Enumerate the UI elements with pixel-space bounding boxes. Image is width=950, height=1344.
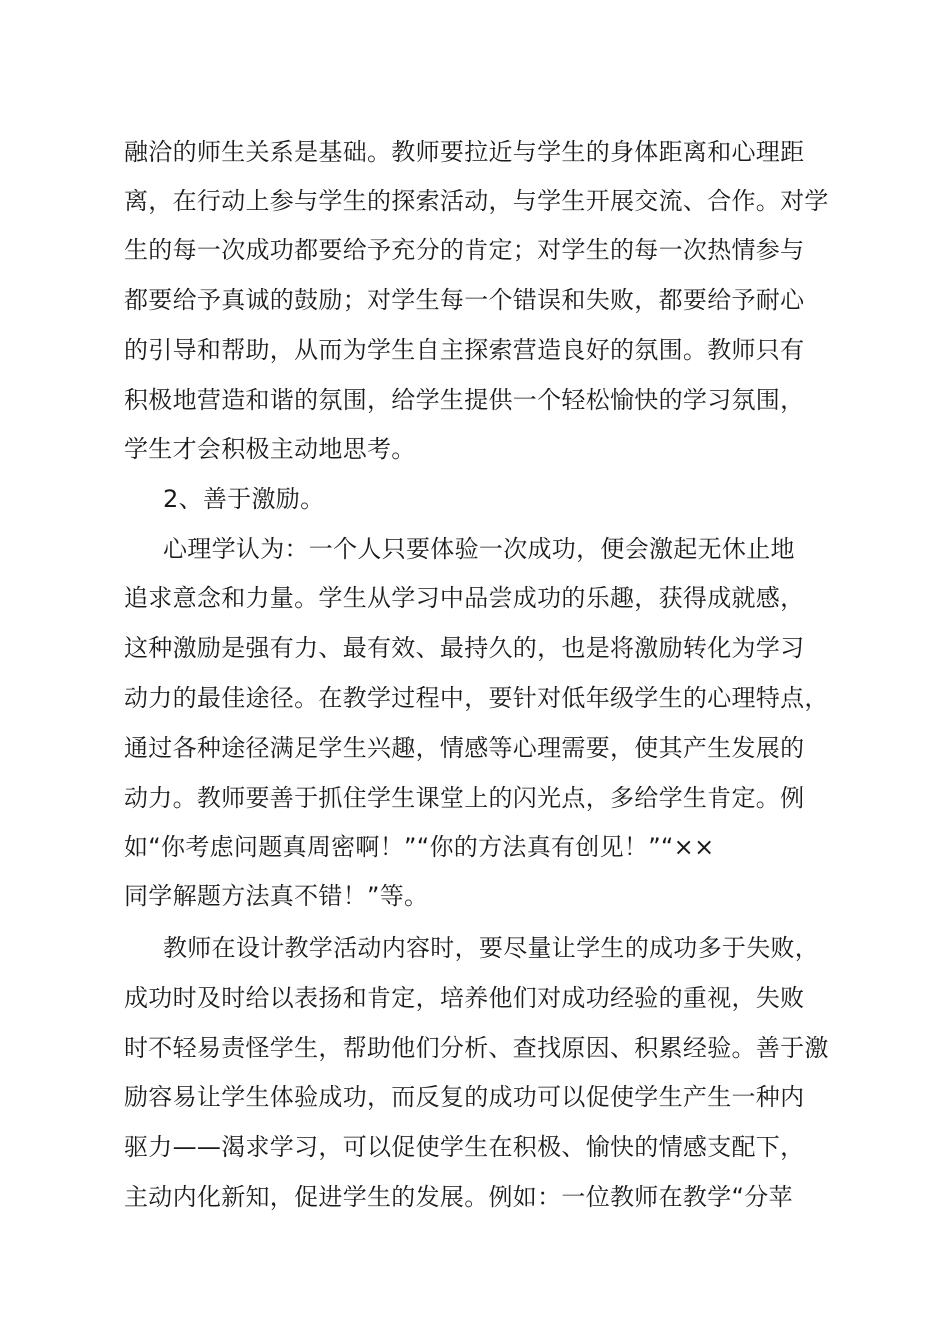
paragraph2-line-5: 通过各种途径满足学生兴趣，情感等心理需要，使其产生发展的 xyxy=(124,734,805,762)
paragraph3-line-3: 时不轻易责怪学生，帮助他们分析、查找原因、积累经验。善于激 xyxy=(124,1034,829,1062)
paragraph1-line-3: 生的每一次成功都要给予充分的肯定；对学生的每一次热情参与 xyxy=(124,236,805,264)
paragraph3-line-6: 主动内化新知，促进学生的发展。例如：一位教师在教学“分苹 xyxy=(124,1183,793,1211)
paragraph2-line-6: 动力。教师要善于抓住学生课堂上的闪光点，多给学生肯定。例 xyxy=(124,784,805,812)
paragraph1-line-2: 离，在行动上参与学生的探索活动，与学生开展交流、合作。对学 xyxy=(124,187,829,215)
paragraph2-line-8: 同学解题方法真不错！”等。 xyxy=(124,882,429,910)
paragraph3-line-5: 驱力——渴求学习，可以促使学生在积极、愉快的情感支配下， xyxy=(124,1133,805,1161)
paragraph2-line-1: 心理学认为：一个人只要体验一次成功，便会激起无休止地 xyxy=(163,535,795,563)
paragraph3-line-1: 教师在设计教学活动内容时，要尽量让学生的成功多于失败， xyxy=(163,934,820,962)
section-heading: 2、善于激励。 xyxy=(163,485,325,513)
paragraph2-line-7: 如“你考虑问题真周密啊！”“你的方法真有创见！”“×× xyxy=(124,833,715,861)
paragraph3-line-2: 成功时及时给以表扬和肯定，培养他们对成功经验的重视，失败 xyxy=(124,984,805,1012)
paragraph2-line-2: 追求意念和力量。学生从学习中品尝成功的乐趣，获得成就感， xyxy=(124,584,805,612)
paragraph3-line-4: 励容易让学生体验成功，而反复的成功可以促使学生产生一种内 xyxy=(124,1083,805,1111)
paragraph1-line-4: 都要给予真诚的鼓励；对学生每一个错误和失败，都要给予耐心 xyxy=(124,286,805,314)
paragraph1-line-5: 的引导和帮助，从而为学生自主探索营造良好的氛围。教师只有 xyxy=(124,336,805,364)
paragraph1-line-6: 积极地营造和谐的氛围，给学生提供一个轻松愉快的学习氛围， xyxy=(124,386,805,414)
paragraph1-line-7: 学生才会积极主动地思考。 xyxy=(124,435,416,463)
paragraph1-line-1: 融洽的师生关系是基础。教师要拉近与学生的身体距离和心理距 xyxy=(124,138,805,166)
paragraph2-line-3: 这种激励是强有力、最有效、最持久的，也是将激励转化为学习 xyxy=(124,634,805,662)
paragraph2-line-4: 动力的最佳途径。在教学过程中，要针对低年级学生的心理特点， xyxy=(124,684,829,712)
